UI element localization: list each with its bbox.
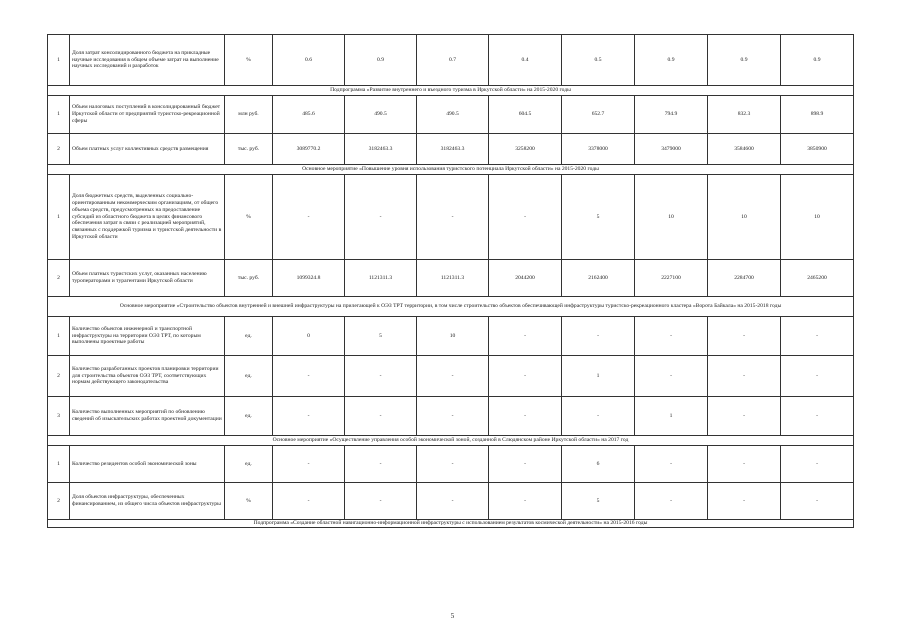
value-cell: 490.5 [417,96,489,134]
value-cell: - [489,483,562,520]
unit-cell: ед. [225,446,273,483]
row-number: 1 [48,35,70,86]
value-cell: - [345,175,417,260]
unit-cell: % [225,175,273,260]
unit-cell: млн руб. [225,96,273,134]
value-cell: - [489,356,562,397]
value-cell: - [417,397,489,436]
value-cell: 2162400 [562,260,635,297]
value-cell: - [635,356,708,397]
indicator-name: Количество объектов инженерной и транспортной инфраструктуры на территории ОЭЗ ТРТ, по которым выполнены проектные работы [70,317,225,356]
table-row [48,356,854,397]
value-cell: - [345,397,417,436]
value-cell: 652.7 [562,96,635,134]
value-cell: 0 [273,317,345,356]
row-number: 2 [48,483,70,520]
value-cell: - [708,446,781,483]
value-cell: 3182463.3 [417,134,489,165]
value-cell: - [345,446,417,483]
value-cell: 10 [781,175,854,260]
value-cell: 2284700 [708,260,781,297]
value-cell: 2465200 [781,260,854,297]
indicator-name: Доля объектов инфраструктуры, обеспеченных финансированием, из общего числа объектов инфраструктуры [70,483,225,520]
value-cell: 0.4 [489,35,562,86]
section-title: Подпрограмма «Создание областной навигационно-информационной инфраструктуры с использованием результатов космической деятельности» на 2015-2016 годы [48,520,854,528]
row-number: 1 [48,317,70,356]
value-cell: 898.9 [781,96,854,134]
value-cell: - [562,397,635,436]
indicator-name: Количество разработанных проектов планировки территории для строительства объектов ОЭЗ ТРТ, соответствующих нормам действующего законодательства [70,356,225,397]
value-cell: 2227100 [635,260,708,297]
row-number: 3 [48,397,70,436]
value-cell: - [708,483,781,520]
indicator-name: Количество резидентов особой экономической зоны [70,446,225,483]
value-cell: 1121311.3 [345,260,417,297]
unit-cell: ед. [225,317,273,356]
value-cell: - [273,446,345,483]
value-cell: 0.5 [562,35,635,86]
table-row [48,317,854,356]
value-cell: - [562,317,635,356]
unit-cell: ед. [225,356,273,397]
value-cell: 1 [562,356,635,397]
table-row [48,96,854,134]
unit-cell: тыс. руб. [225,260,273,297]
unit-cell: ед. [225,397,273,436]
indicator-name: Количество выполненных мероприятий по обновлению сведений об изыскательских работах проектной документации [70,397,225,436]
section-row [48,436,854,446]
value-cell: 5 [562,483,635,520]
section-row [48,165,854,175]
value-cell: 0.6 [273,35,345,86]
value-cell: 3850900 [781,134,854,165]
value-cell: - [635,317,708,356]
value-cell: - [417,446,489,483]
value-cell: - [417,356,489,397]
unit-cell: % [225,483,273,520]
value-cell: 6 [562,446,635,483]
table-row [48,134,854,165]
value-cell: 3584600 [708,134,781,165]
section-title: Основное мероприятие «Строительство объектов внутренней и внешней инфраструктуры на прилегающей к ОЭЗ ТРТ территории, в том числе строительство объектов обеспечивающей инфраструктуры туристско-рекреационного кластера «Ворота Байкала» на 2015-2018 годы [48,297,854,317]
value-cell: 1099324.8 [273,260,345,297]
unit-cell: % [225,35,273,86]
table-row [48,397,854,436]
value-cell: - [273,175,345,260]
value-cell: - [708,356,781,397]
value-cell: 5 [562,175,635,260]
value-cell: - [489,175,562,260]
value-cell: 2044200 [489,260,562,297]
section-title: Подпрограмма «Развитие внутреннего и въездного туризма в Иркутской области» на 2015-2020 годы [48,86,854,96]
value-cell: - [417,483,489,520]
value-cell: 0.7 [417,35,489,86]
value-cell: - [781,356,854,397]
row-number: 2 [48,260,70,297]
row-number: 2 [48,134,70,165]
indicator-name: Объем платных услуг коллективных средств размещения [70,134,225,165]
value-cell: - [781,397,854,436]
table-row [48,175,854,260]
value-cell: 604.5 [489,96,562,134]
row-number: 2 [48,356,70,397]
indicator-name: Объем платных туристских услуг, оказанных населению туроператорами и турагентами Иркутской области [70,260,225,297]
table-row [48,35,854,86]
value-cell: - [489,446,562,483]
row-number: 1 [48,446,70,483]
row-number: 1 [48,175,70,260]
value-cell: - [781,446,854,483]
value-cell: - [781,317,854,356]
value-cell: - [781,483,854,520]
value-cell: 0.9 [708,35,781,86]
value-cell: 1121311.3 [417,260,489,297]
section-row [48,297,854,317]
value-cell: 832.3 [708,96,781,134]
unit-cell: тыс. руб. [225,134,273,165]
value-cell: 490.5 [345,96,417,134]
table-row [48,446,854,483]
value-cell: - [489,317,562,356]
value-cell: 5 [345,317,417,356]
section-title: Основное мероприятие «Осуществление управления особой экономической зоной, созданной в Слюдянском районе Иркутской области» на 2017 год [48,436,854,446]
section-row [48,520,854,528]
value-cell: 3258200 [489,134,562,165]
value-cell: - [708,397,781,436]
value-cell: 3479000 [635,134,708,165]
value-cell: 0.9 [345,35,417,86]
value-cell: - [345,483,417,520]
section-row [48,86,854,96]
indicator-name: Доля бюджетных средств, выделенных социально-ориентированным некоммерческим организациям, от общего объема средств, предусмотренных на предоставление субсидий из областного бюджета в целях финансового обеспечения затрат в связи с реализацией мероприятий, связанных с поддержкой туризма и туристской деятельности в Иркутской области [70,175,225,260]
table-row [48,260,854,297]
value-cell: 0.9 [781,35,854,86]
table-body [48,35,854,528]
value-cell: 3378000 [562,134,635,165]
value-cell: 10 [417,317,489,356]
indicator-name: Объем налоговых поступлений в консолидированный бюджет Иркутской области от предприятий туристско-рекреационной сферы [70,96,225,134]
value-cell: 0.9 [635,35,708,86]
value-cell: - [708,317,781,356]
value-cell: - [345,356,417,397]
value-cell: 1 [635,397,708,436]
value-cell: - [417,175,489,260]
page-number: 5 [450,612,455,620]
value-cell: - [273,483,345,520]
section-title: Основное мероприятие «Повышение уровня использования туристского потенциала Иркутской области» на 2015-2020 годы [48,165,854,175]
indicator-name: Доля затрат консолидированного бюджета на прикладные научные исследования в общем объеме затрат на выполнение научных исследований и разработок [70,35,225,86]
row-number: 1 [48,96,70,134]
value-cell: - [635,446,708,483]
value-cell: 794.9 [635,96,708,134]
indicators-table [47,34,854,528]
value-cell: 10 [708,175,781,260]
value-cell: - [635,483,708,520]
value-cell: - [489,397,562,436]
value-cell: - [273,356,345,397]
value-cell: 3182463.3 [345,134,417,165]
value-cell: 10 [635,175,708,260]
value-cell: - [273,397,345,436]
value-cell: 485.6 [273,96,345,134]
value-cell: 3089770.2 [273,134,345,165]
table-row [48,483,854,520]
